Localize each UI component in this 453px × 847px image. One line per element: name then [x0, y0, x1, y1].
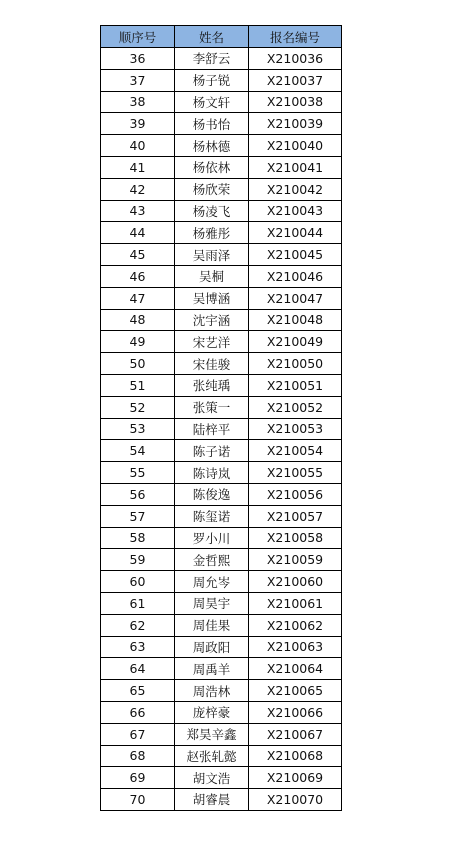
table-row — [101, 331, 342, 353]
name-cell: 赵张轧懿 — [175, 745, 249, 767]
table-row — [101, 440, 342, 462]
name-cell: 陈玺诺 — [175, 505, 249, 527]
registration-number-cell: X210043 — [249, 200, 342, 222]
name-cell: 胡文浩 — [175, 767, 249, 789]
registration-number-cell: X210056 — [249, 483, 342, 505]
name-cell: 杨依林 — [175, 156, 249, 178]
sequence-number-cell: 50 — [101, 353, 175, 375]
header-row — [101, 26, 342, 48]
sequence-number-cell: 67 — [101, 723, 175, 745]
table-row — [101, 222, 342, 244]
registration-number-cell: X210069 — [249, 767, 342, 789]
table-row — [101, 265, 342, 287]
table-row — [101, 505, 342, 527]
registration-number-cell: X210061 — [249, 592, 342, 614]
table-row — [101, 287, 342, 309]
table-row — [101, 156, 342, 178]
name-cell: 周允岑 — [175, 571, 249, 593]
sequence-number-cell: 60 — [101, 571, 175, 593]
sequence-number-cell: 52 — [101, 396, 175, 418]
registration-number-cell: X210067 — [249, 723, 342, 745]
table-row — [101, 462, 342, 484]
registration-number-cell: X210057 — [249, 505, 342, 527]
table-row — [101, 353, 342, 375]
name-cell: 吴雨泽 — [175, 244, 249, 266]
registration-number-cell: X210037 — [249, 69, 342, 91]
table-row — [101, 789, 342, 811]
registration-number-cell: X210058 — [249, 527, 342, 549]
name-cell: 杨子锐 — [175, 69, 249, 91]
sequence-number-cell: 42 — [101, 178, 175, 200]
table-row — [101, 91, 342, 113]
sequence-number-cell: 49 — [101, 331, 175, 353]
registration-number-cell: X210040 — [249, 135, 342, 157]
registration-number-cell: X210044 — [249, 222, 342, 244]
name-cell: 吴桐 — [175, 265, 249, 287]
name-cell: 杨欣荣 — [175, 178, 249, 200]
table-row — [101, 48, 342, 70]
registration-number-cell: X210059 — [249, 549, 342, 571]
name-cell: 陈俊逸 — [175, 483, 249, 505]
registration-number-cell: X210048 — [249, 309, 342, 331]
name-cell: 周政阳 — [175, 636, 249, 658]
name-cell: 沈宇涵 — [175, 309, 249, 331]
registration-number-cell: X210052 — [249, 396, 342, 418]
table-row — [101, 680, 342, 702]
sequence-number-cell: 53 — [101, 418, 175, 440]
sequence-number-cell: 56 — [101, 483, 175, 505]
sequence-number-cell: 37 — [101, 69, 175, 91]
table-row — [101, 396, 342, 418]
table-row — [101, 549, 342, 571]
sequence-number-cell: 59 — [101, 549, 175, 571]
sequence-number-cell: 66 — [101, 701, 175, 723]
table-row — [101, 614, 342, 636]
registration-number-cell: X210047 — [249, 287, 342, 309]
sequence-number-cell: 38 — [101, 91, 175, 113]
registration-number-cell: X210039 — [249, 113, 342, 135]
table-header — [101, 26, 342, 48]
sequence-number-cell: 61 — [101, 592, 175, 614]
header-sequence-number: 顺序号 — [101, 26, 175, 48]
name-cell: 罗小川 — [175, 527, 249, 549]
name-cell: 周佳果 — [175, 614, 249, 636]
table-row — [101, 244, 342, 266]
table-row — [101, 636, 342, 658]
name-cell: 杨书怡 — [175, 113, 249, 135]
registration-number-cell: X210042 — [249, 178, 342, 200]
sequence-number-cell: 45 — [101, 244, 175, 266]
name-cell: 胡睿晨 — [175, 789, 249, 811]
table-row — [101, 178, 342, 200]
sequence-number-cell: 64 — [101, 658, 175, 680]
table-row — [101, 135, 342, 157]
registration-number-cell: X210053 — [249, 418, 342, 440]
sequence-number-cell: 65 — [101, 680, 175, 702]
table-row — [101, 200, 342, 222]
name-cell: 周昊宇 — [175, 592, 249, 614]
table-body — [101, 48, 342, 811]
registration-number-cell: X210055 — [249, 462, 342, 484]
registration-number-cell: X210062 — [249, 614, 342, 636]
sequence-number-cell: 69 — [101, 767, 175, 789]
table-row — [101, 527, 342, 549]
name-cell: 宋佳骏 — [175, 353, 249, 375]
name-cell: 李舒云 — [175, 48, 249, 70]
name-cell: 金哲熙 — [175, 549, 249, 571]
sequence-number-cell: 41 — [101, 156, 175, 178]
table-row — [101, 309, 342, 331]
table-row — [101, 571, 342, 593]
name-cell: 周禹羊 — [175, 658, 249, 680]
table-row — [101, 723, 342, 745]
table-row — [101, 418, 342, 440]
registration-number-cell: X210050 — [249, 353, 342, 375]
registration-number-cell: X210051 — [249, 374, 342, 396]
registration-number-cell: X210068 — [249, 745, 342, 767]
name-cell: 宋艺洋 — [175, 331, 249, 353]
header-name: 姓名 — [175, 26, 249, 48]
registration-number-cell: X210063 — [249, 636, 342, 658]
sequence-number-cell: 44 — [101, 222, 175, 244]
name-cell: 杨凌飞 — [175, 200, 249, 222]
registration-number-cell: X210064 — [249, 658, 342, 680]
table-row — [101, 113, 342, 135]
sequence-number-cell: 58 — [101, 527, 175, 549]
name-cell: 吴博涵 — [175, 287, 249, 309]
registration-number-cell: X210046 — [249, 265, 342, 287]
sequence-number-cell: 48 — [101, 309, 175, 331]
name-cell: 陈诗岚 — [175, 462, 249, 484]
sequence-number-cell: 47 — [101, 287, 175, 309]
table-row — [101, 701, 342, 723]
roster-sheet — [100, 25, 341, 811]
sequence-number-cell: 62 — [101, 614, 175, 636]
roster-table — [100, 25, 342, 811]
registration-number-cell: X210049 — [249, 331, 342, 353]
name-cell: 张纯瑀 — [175, 374, 249, 396]
sequence-number-cell: 55 — [101, 462, 175, 484]
sequence-number-cell: 40 — [101, 135, 175, 157]
table-row — [101, 745, 342, 767]
name-cell: 郑昊辛鑫 — [175, 723, 249, 745]
sequence-number-cell: 36 — [101, 48, 175, 70]
name-cell: 杨雅彤 — [175, 222, 249, 244]
registration-number-cell: X210066 — [249, 701, 342, 723]
table-row — [101, 767, 342, 789]
registration-number-cell: X210036 — [249, 48, 342, 70]
table-row — [101, 69, 342, 91]
sequence-number-cell: 46 — [101, 265, 175, 287]
name-cell: 庞梓豪 — [175, 701, 249, 723]
name-cell: 杨林德 — [175, 135, 249, 157]
registration-number-cell: X210041 — [249, 156, 342, 178]
name-cell: 陈子诺 — [175, 440, 249, 462]
name-cell: 陆梓平 — [175, 418, 249, 440]
name-cell: 杨文轩 — [175, 91, 249, 113]
sequence-number-cell: 68 — [101, 745, 175, 767]
registration-number-cell: X210054 — [249, 440, 342, 462]
table-row — [101, 592, 342, 614]
sequence-number-cell: 70 — [101, 789, 175, 811]
name-cell: 张策一 — [175, 396, 249, 418]
sequence-number-cell: 63 — [101, 636, 175, 658]
registration-number-cell: X210065 — [249, 680, 342, 702]
table-row — [101, 658, 342, 680]
table-row — [101, 374, 342, 396]
name-cell: 周浩林 — [175, 680, 249, 702]
sequence-number-cell: 39 — [101, 113, 175, 135]
table-row — [101, 483, 342, 505]
registration-number-cell: X210060 — [249, 571, 342, 593]
sequence-number-cell: 57 — [101, 505, 175, 527]
sequence-number-cell: 54 — [101, 440, 175, 462]
registration-number-cell: X210045 — [249, 244, 342, 266]
registration-number-cell: X210038 — [249, 91, 342, 113]
sequence-number-cell: 43 — [101, 200, 175, 222]
header-registration-number: 报名编号 — [249, 26, 342, 48]
sequence-number-cell: 51 — [101, 374, 175, 396]
registration-number-cell: X210070 — [249, 789, 342, 811]
